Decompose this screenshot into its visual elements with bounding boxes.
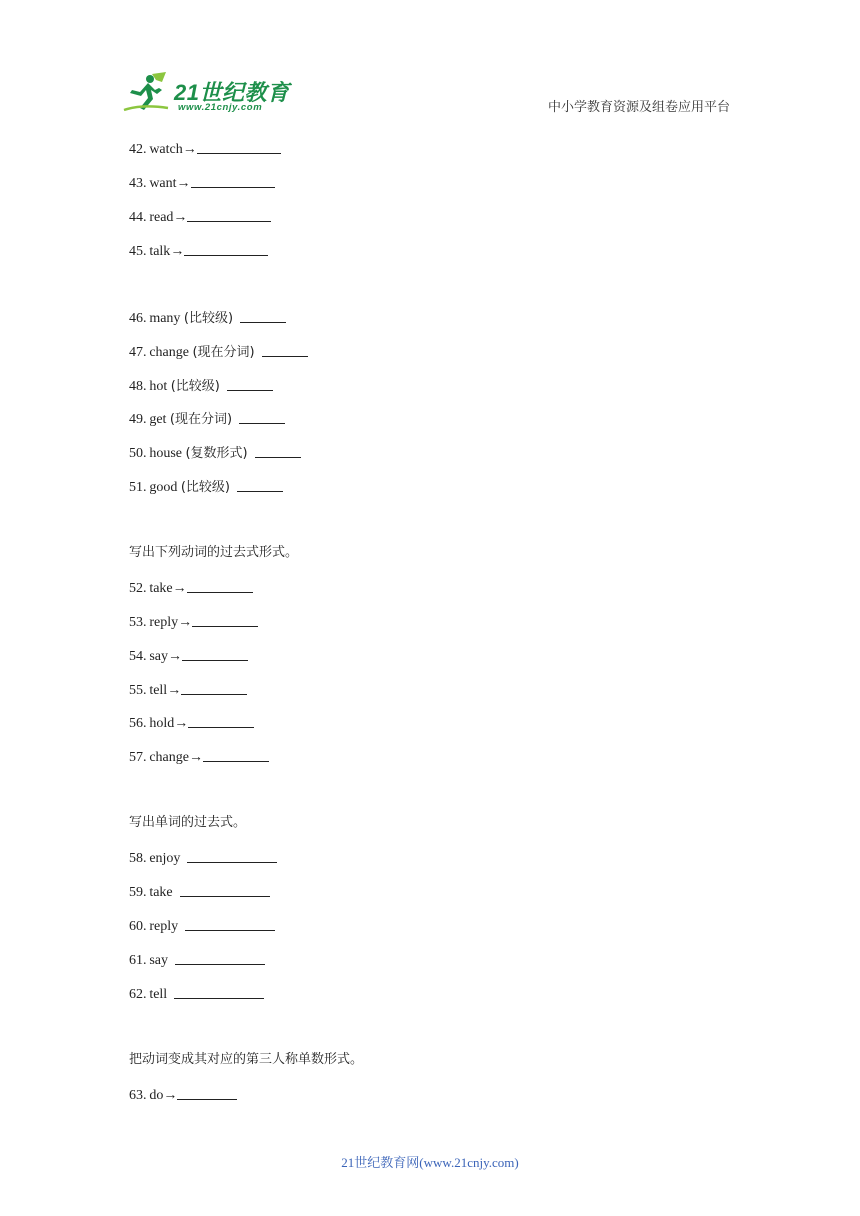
answer-blank[interactable] [182,645,248,661]
answer-blank[interactable] [227,375,273,391]
answer-blank[interactable] [181,679,247,695]
question-item: 51. good (比较级) [129,476,283,496]
section-instruction: 写出下列动词的过去式形式。 [129,545,299,560]
question-item: 62. tell [129,983,264,1003]
answer-blank[interactable] [237,476,283,492]
answer-blank[interactable] [185,915,275,931]
question-item: 48. hot (比较级) [129,375,273,395]
answer-blank[interactable] [187,206,271,222]
question-item: 59. take [129,881,270,901]
answer-blank[interactable] [188,712,254,728]
answer-blank[interactable] [175,949,265,965]
question-item: 47. change (现在分词) [129,341,308,361]
answer-blank[interactable] [239,408,285,424]
question-item: 42. watch→ [129,138,281,158]
answer-blank[interactable] [184,240,268,256]
question-item: 45. talk→ [129,240,268,260]
runner-logo-icon [122,70,172,114]
site-logo [122,70,292,120]
question-item: 53. reply→ [129,611,258,631]
question-item: 56. hold→ [129,712,254,732]
question-item: 52. take→ [129,577,253,597]
section-instruction: 写出单词的过去式。 [129,815,247,830]
page-footer [0,1152,860,1171]
question-item: 57. change→ [129,746,269,766]
logo-url-text: www.21cnjy.com [178,102,263,113]
answer-blank[interactable] [262,341,308,357]
answer-blank[interactable] [177,1084,237,1100]
answer-blank[interactable] [180,881,270,897]
platform-title: 中小学教育资源及组卷应用平台 [547,100,730,115]
page-header [0,0,860,130]
answer-blank[interactable] [187,577,253,593]
question-item: 44. read→ [129,206,271,226]
question-item: 60. reply [129,915,275,935]
question-item: 58. enjoy [129,847,277,867]
question-item: 50. house (复数形式) [129,442,301,462]
answer-blank[interactable] [187,847,277,863]
question-item: 46. many (比较级) [129,307,286,327]
question-item: 43. want→ [129,172,275,192]
footer-link[interactable]: 21世纪教育网(www.21cnjy.com) [341,1155,519,1170]
answer-blank[interactable] [255,442,301,458]
answer-blank[interactable] [191,172,275,188]
question-item: 61. say [129,949,265,969]
question-item: 49. get (现在分词) [129,408,285,428]
question-item: 55. tell→ [129,679,247,699]
answer-blank[interactable] [203,746,269,762]
logo-brand-text: 21世纪教育 [174,80,290,105]
answer-blank[interactable] [192,611,258,627]
answer-blank[interactable] [174,983,264,999]
section-instruction: 把动词变成其对应的第三人称单数形式。 [129,1052,364,1067]
question-item: 54. say→ [129,645,248,665]
answer-blank[interactable] [240,307,286,323]
question-item: 63. do→ [129,1084,237,1104]
answer-blank[interactable] [197,138,281,154]
